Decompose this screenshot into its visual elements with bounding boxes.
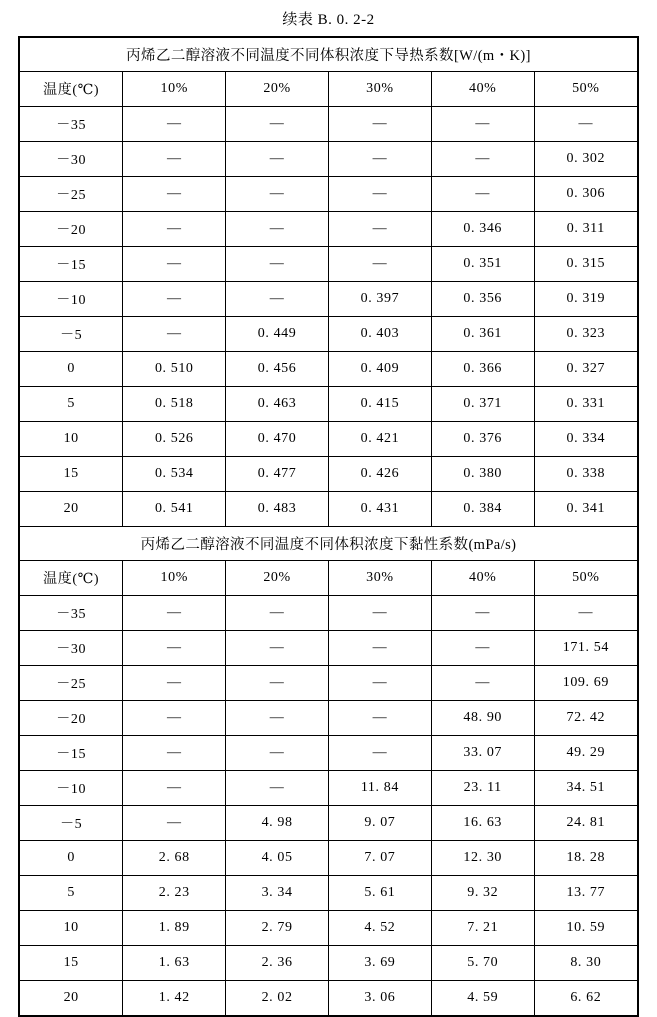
cell-value: 4. 59 [431, 981, 534, 1016]
cell-value: 0. 510 [123, 352, 226, 387]
table-row [20, 422, 637, 457]
cell-value: 3. 34 [226, 876, 329, 911]
cell-value: 48. 90 [431, 701, 534, 736]
cell-value: 4. 52 [328, 911, 431, 946]
cell-value: 0. 311 [534, 212, 637, 247]
cell-temp: －5 [20, 317, 123, 352]
cell-value: 0. 315 [534, 247, 637, 282]
cell-value: 49. 29 [534, 736, 637, 771]
cell-value: 2. 68 [123, 841, 226, 876]
cell-value: — [123, 771, 226, 806]
cell-value: 9. 07 [328, 806, 431, 841]
cell-value: 0. 397 [328, 282, 431, 317]
column-header-30: 30% [328, 72, 431, 107]
cell-value: — [328, 142, 431, 177]
cell-value: — [123, 806, 226, 841]
table-row [20, 701, 637, 736]
cell-value: 12. 30 [431, 841, 534, 876]
cell-value: 0. 341 [534, 492, 637, 527]
table-row [20, 72, 637, 107]
table-row [20, 247, 637, 282]
cell-value: 2. 23 [123, 876, 226, 911]
cell-value: 0. 331 [534, 387, 637, 422]
cell-temp: －20 [20, 212, 123, 247]
cell-value: 16. 63 [431, 806, 534, 841]
cell-temp: －10 [20, 771, 123, 806]
section-title-viscosity: 丙烯乙二醇溶液不同温度不同体积浓度下黏性系数(mPa/s) [20, 527, 637, 561]
cell-value: 34. 51 [534, 771, 637, 806]
cell-value: 0. 470 [226, 422, 329, 457]
cell-value: 0. 366 [431, 352, 534, 387]
cell-value: — [431, 107, 534, 142]
cell-value: — [226, 212, 329, 247]
cell-temp: －25 [20, 666, 123, 701]
table-row [20, 457, 637, 492]
cell-value: — [328, 212, 431, 247]
cell-value: — [123, 596, 226, 631]
cell-temp: －20 [20, 701, 123, 736]
cell-value: 0. 409 [328, 352, 431, 387]
cell-value: 0. 380 [431, 457, 534, 492]
cell-value: — [226, 596, 329, 631]
cell-temp: 0 [20, 352, 123, 387]
cell-value: — [226, 177, 329, 212]
cell-value: 10. 59 [534, 911, 637, 946]
cell-value: 0. 371 [431, 387, 534, 422]
cell-value: — [226, 701, 329, 736]
cell-value: — [123, 317, 226, 352]
cell-value: 9. 32 [431, 876, 534, 911]
cell-temp: －30 [20, 631, 123, 666]
cell-value: 33. 07 [431, 736, 534, 771]
cell-temp: －10 [20, 282, 123, 317]
cell-value: — [328, 736, 431, 771]
cell-value: 0. 384 [431, 492, 534, 527]
cell-temp: 10 [20, 911, 123, 946]
table-row [20, 352, 637, 387]
column-header-20: 20% [226, 72, 329, 107]
cell-value: 0. 449 [226, 317, 329, 352]
cell-value: 0. 338 [534, 457, 637, 492]
cell-value: 24. 81 [534, 806, 637, 841]
cell-temp: 15 [20, 457, 123, 492]
cell-value: — [226, 282, 329, 317]
cell-temp: －35 [20, 107, 123, 142]
cell-value: 0. 431 [328, 492, 431, 527]
table-row [20, 666, 637, 701]
table-row [20, 631, 637, 666]
cell-value: — [123, 631, 226, 666]
cell-temp: 20 [20, 981, 123, 1016]
table-row [20, 142, 637, 177]
table-row [20, 736, 637, 771]
cell-value: 0. 518 [123, 387, 226, 422]
cell-temp: 20 [20, 492, 123, 527]
cell-value: 1. 42 [123, 981, 226, 1016]
cell-value: — [123, 736, 226, 771]
cell-value: 0. 319 [534, 282, 637, 317]
cell-value: — [226, 247, 329, 282]
cell-value: 4. 98 [226, 806, 329, 841]
table-row [20, 561, 637, 596]
table-row [20, 806, 637, 841]
cell-value: 18. 28 [534, 841, 637, 876]
cell-value: — [328, 247, 431, 282]
cell-value: — [431, 666, 534, 701]
table-body [20, 38, 637, 1015]
cell-value: — [328, 596, 431, 631]
cell-value: — [123, 142, 226, 177]
cell-value: — [328, 107, 431, 142]
cell-value: 0. 376 [431, 422, 534, 457]
table-row [20, 212, 637, 247]
cell-value: 23. 11 [431, 771, 534, 806]
cell-value: — [226, 107, 329, 142]
cell-value: 5. 61 [328, 876, 431, 911]
cell-value: — [226, 142, 329, 177]
column-header-10: 10% [123, 561, 226, 596]
cell-temp: －35 [20, 596, 123, 631]
table-row [20, 771, 637, 806]
cell-value: — [328, 631, 431, 666]
table-row [20, 911, 637, 946]
cell-value: — [328, 701, 431, 736]
cell-value: 0. 415 [328, 387, 431, 422]
cell-value: — [226, 666, 329, 701]
cell-value: 0. 526 [123, 422, 226, 457]
column-header-30: 30% [328, 561, 431, 596]
cell-value: — [328, 666, 431, 701]
cell-value: 5. 70 [431, 946, 534, 981]
table-row [20, 841, 637, 876]
table-row [20, 946, 637, 981]
table-row [20, 317, 637, 352]
cell-value: 4. 05 [226, 841, 329, 876]
cell-value: — [226, 771, 329, 806]
cell-value: 0. 302 [534, 142, 637, 177]
cell-value: 0. 334 [534, 422, 637, 457]
cell-value: 0. 477 [226, 457, 329, 492]
cell-value: — [534, 596, 637, 631]
cell-value: — [123, 282, 226, 317]
cell-value: 13. 77 [534, 876, 637, 911]
cell-temp: 5 [20, 387, 123, 422]
cell-temp: 15 [20, 946, 123, 981]
section-title-thermal-conductivity: 丙烯乙二醇溶液不同温度不同体积浓度下导热系数[W/(m・K)] [20, 38, 637, 72]
cell-value: 2. 02 [226, 981, 329, 1016]
cell-temp: －5 [20, 806, 123, 841]
cell-value: 0. 356 [431, 282, 534, 317]
cell-value: — [123, 666, 226, 701]
cell-value: — [431, 177, 534, 212]
cell-value: 0. 346 [431, 212, 534, 247]
cell-value: 6. 62 [534, 981, 637, 1016]
cell-value: 0. 323 [534, 317, 637, 352]
table-row [20, 177, 637, 212]
column-header-50: 50% [534, 561, 637, 596]
cell-value: 0. 483 [226, 492, 329, 527]
cell-value: 0. 463 [226, 387, 329, 422]
cell-temp: 0 [20, 841, 123, 876]
cell-value: 0. 361 [431, 317, 534, 352]
cell-value: 109. 69 [534, 666, 637, 701]
column-header-40: 40% [431, 561, 534, 596]
cell-value: 3. 69 [328, 946, 431, 981]
cell-value: 0. 426 [328, 457, 431, 492]
cell-value: — [123, 212, 226, 247]
cell-value: 2. 36 [226, 946, 329, 981]
table-row [20, 596, 637, 631]
table-outer-border [18, 36, 639, 1017]
properties-table [20, 38, 637, 1015]
cell-value: — [123, 107, 226, 142]
cell-value: — [328, 177, 431, 212]
cell-temp: －30 [20, 142, 123, 177]
cell-value: 0. 421 [328, 422, 431, 457]
table-row [20, 876, 637, 911]
cell-value: — [431, 596, 534, 631]
cell-value: 0. 541 [123, 492, 226, 527]
cell-value: 171. 54 [534, 631, 637, 666]
table-row [20, 527, 637, 561]
cell-temp: －25 [20, 177, 123, 212]
cell-value: — [123, 247, 226, 282]
cell-value: — [226, 736, 329, 771]
column-header-50: 50% [534, 72, 637, 107]
cell-value: 0. 351 [431, 247, 534, 282]
cell-value: — [123, 177, 226, 212]
column-header-10: 10% [123, 72, 226, 107]
table-row [20, 38, 637, 72]
cell-value: 0. 456 [226, 352, 329, 387]
cell-value: 3. 06 [328, 981, 431, 1016]
cell-value: 1. 89 [123, 911, 226, 946]
column-header-temperature: 温度(℃) [20, 72, 123, 107]
cell-value: 1. 63 [123, 946, 226, 981]
table-row [20, 492, 637, 527]
cell-value: 7. 07 [328, 841, 431, 876]
table-row [20, 387, 637, 422]
cell-value: 0. 306 [534, 177, 637, 212]
cell-value: — [431, 631, 534, 666]
cell-value: — [431, 142, 534, 177]
cell-value: 0. 403 [328, 317, 431, 352]
cell-value: 8. 30 [534, 946, 637, 981]
cell-value: 0. 327 [534, 352, 637, 387]
cell-temp: －15 [20, 736, 123, 771]
cell-value: — [123, 701, 226, 736]
cell-temp: 10 [20, 422, 123, 457]
cell-value: — [226, 631, 329, 666]
page-title: 续表 B. 0. 2-2 [282, 12, 375, 28]
cell-value: 7. 21 [431, 911, 534, 946]
cell-value: 0. 534 [123, 457, 226, 492]
cell-value: 72. 42 [534, 701, 637, 736]
column-header-temperature: 温度(℃) [20, 561, 123, 596]
table-row [20, 107, 637, 142]
column-header-40: 40% [431, 72, 534, 107]
cell-value: 2. 79 [226, 911, 329, 946]
cell-temp: －15 [20, 247, 123, 282]
cell-temp: 5 [20, 876, 123, 911]
column-header-20: 20% [226, 561, 329, 596]
cell-value: — [534, 107, 637, 142]
cell-value: 11. 84 [328, 771, 431, 806]
table-row [20, 282, 637, 317]
